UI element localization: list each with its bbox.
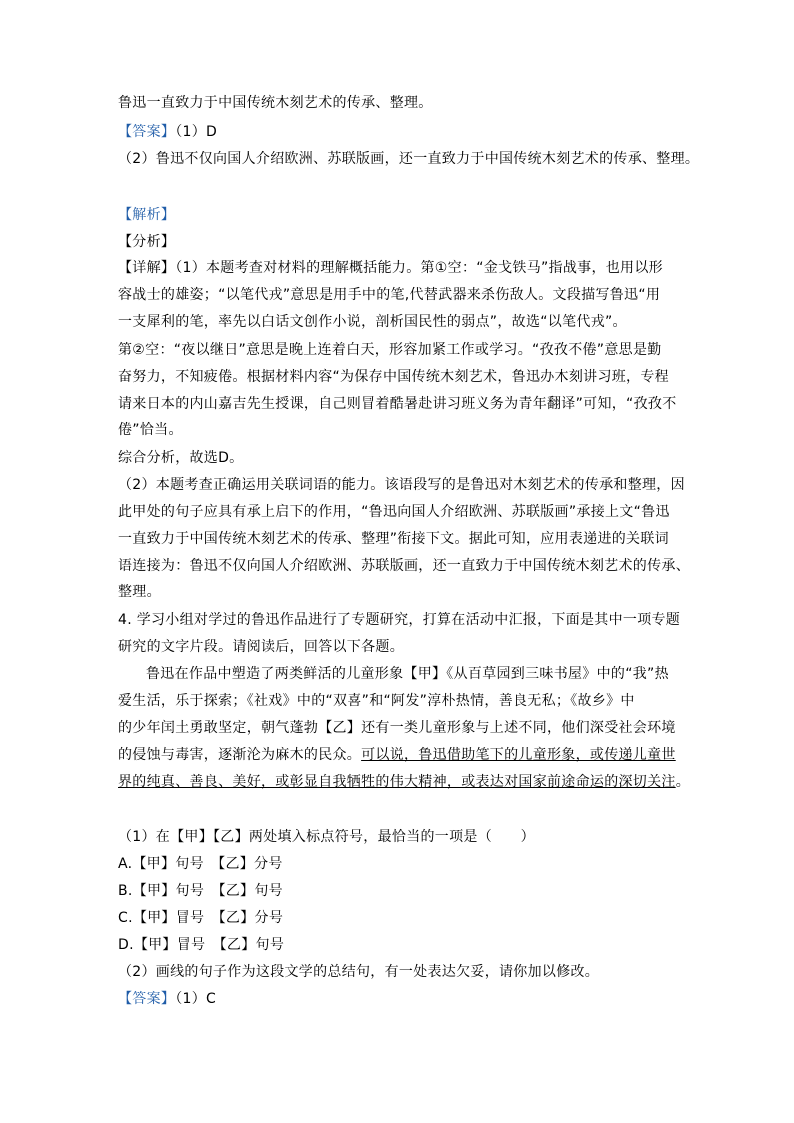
- question-line: 研究的文字片段。请阅读后，回答以下各题。: [118, 639, 404, 655]
- question-line: 4. 学习小组对学过的鲁迅作品进行了专题研究，打算在活动中汇报，下面是其中一项专题: [118, 612, 681, 628]
- text-line: 请来日本的内山嘉吉先生授课，自己则冒着酷暑赴讲习班义务为青年翻译”可知，“孜孜不: [118, 396, 677, 412]
- text-line: 倦”恰当。: [118, 422, 183, 438]
- passage-text: 。: [675, 774, 691, 790]
- text-line: 此甲处的句子应具有承上启下的作用，“鲁迅向国人介绍欧洲、苏联版画”承接上文“鲁迅: [118, 504, 670, 520]
- passage-line: 爱生活，乐于探索；《社戏》中的“双喜”和“阿发”淳朴热情，善良无私；《故乡》中: [118, 693, 635, 709]
- answer-text: （1）D: [175, 124, 218, 140]
- text-line: （2）鲁迅不仅向国人介绍欧洲、苏联版画，还一直致力于中国传统木刻艺术的传承、整理。: [118, 151, 700, 167]
- passage-line: 鲁迅在作品中塑造了两类鲜活的儿童形象【甲】《从百草园到三味书屋》中的“我”热: [146, 666, 669, 682]
- passage-line: [118, 745, 676, 765]
- subquestion-line: （1）在【甲】【乙】两处填入标点符号，最恰当的一项是（ ）: [118, 829, 535, 845]
- text-line: 综合分析，故选D。: [118, 450, 244, 466]
- answer-line: [118, 989, 216, 1009]
- analysis-tag: 【解析】: [118, 207, 176, 223]
- passage-line: 的少年闰土勇敢坚定，朝气蓬勃【乙】还有一类儿童形象与上述不同，他们深受社会环境: [118, 720, 676, 736]
- text-line: 一直致力于中国传统木刻艺术的传承、整理”衔接下文。据此可知，应用表递进的关联词: [118, 531, 669, 547]
- option-a: A.【甲】句号 【乙】分号: [118, 856, 283, 872]
- text-line: 鲁迅一直致力于中国传统木刻艺术的传承、整理。: [118, 95, 433, 111]
- text-line: 容战士的雄姿；“以笔代戎”意思是用手中的笔,代替武器来杀伤敌人。文段描写鲁迅“用: [118, 287, 661, 303]
- option-c: C.【甲】冒号 【乙】分号: [118, 910, 284, 926]
- text-line: 第②空：“夜以继日”意思是晚上连着白天，形容加紧工作或学习。“孜孜不倦”意思是勤: [118, 342, 662, 358]
- answer-line: [118, 122, 217, 142]
- passage-line: [118, 772, 690, 792]
- answer-tag: 【答案】: [118, 991, 176, 1007]
- option-b: B.【甲】句号 【乙】句号: [118, 883, 283, 899]
- text-line: （2）本题考查正确运用关联词语的能力。该语段写的是鲁迅对木刻艺术的传承和整理，因: [118, 477, 685, 493]
- text-line: 【分析】: [118, 234, 176, 250]
- passage-text: 的侵蚀与毒害，逐渐沦为麻木的民众。: [118, 747, 362, 763]
- text-line: 整理。: [118, 584, 161, 600]
- option-d: D.【甲】冒号 【乙】句号: [118, 937, 285, 953]
- answer-tag: 【答案】: [118, 124, 176, 140]
- subquestion-line: （2）画线的句子作为这段文学的总结句，有一处表达欠妥，请你加以修改。: [118, 964, 600, 980]
- underlined-sentence: 可以说，鲁迅借助笔下的儿童形象，或传递儿童世: [361, 747, 676, 763]
- text-line: 语连接为：鲁迅不仅向国人介绍欧洲、苏联版画，还一直致力于中国传统木刻艺术的传承、: [118, 558, 690, 574]
- text-line: 奋努力，不知疲倦。根据材料内容“为保存中国传统木刻艺术，鲁迅办木刻讲习班，专程: [118, 369, 669, 385]
- text-line: 一支犀利的笔，率先以白话文创作小说，剖析国民性的弱点”，故选“以笔代戎”。: [118, 314, 627, 330]
- underlined-sentence: 界的纯真、善良、美好，或彰显自我牺牲的伟大精神，或表达对国家前途命运的深切关注: [118, 774, 676, 790]
- text-line: 【详解】（1）本题考查对材料的理解概括能力。第①空：“金戈铁马”指战事，也用以形: [118, 260, 663, 276]
- answer-text: （1）C: [175, 991, 217, 1007]
